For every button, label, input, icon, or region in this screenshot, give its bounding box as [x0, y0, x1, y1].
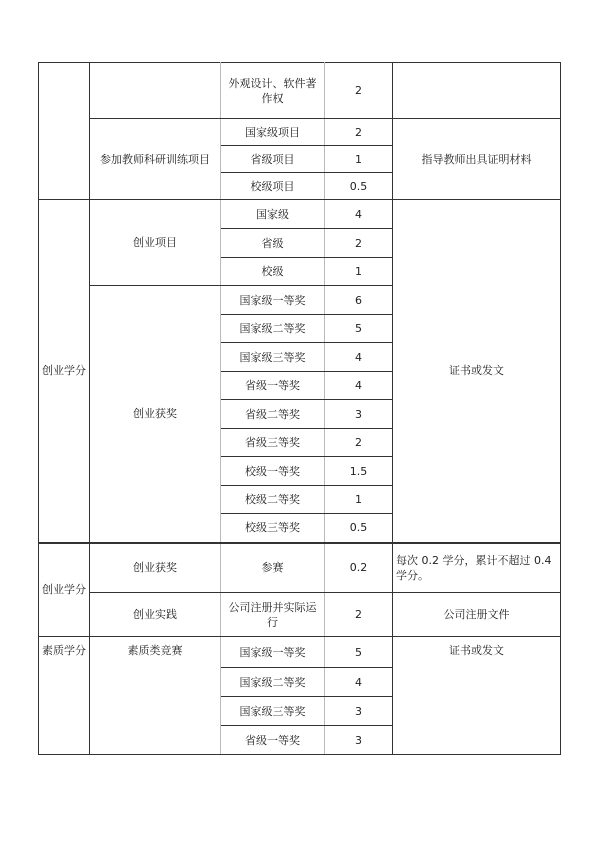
- score-cell: 5: [325, 637, 393, 668]
- item-cell: [90, 63, 221, 119]
- score-cell: 0.5: [325, 514, 393, 543]
- score-cell: 6: [325, 286, 393, 315]
- score-cell: 0.2: [325, 543, 393, 593]
- score-cell: 2: [325, 229, 393, 258]
- level-cell: 国家级二等奖: [221, 315, 325, 343]
- note-cell: 指导教师出具证明材料: [393, 119, 561, 200]
- level-cell: 国家级三等奖: [221, 697, 325, 726]
- score-cell: 3: [325, 726, 393, 755]
- level-cell: 校级: [221, 258, 325, 286]
- level-cell: 国家级一等奖: [221, 637, 325, 668]
- level-cell: 省级项目: [221, 146, 325, 173]
- score-cell: 1.5: [325, 457, 393, 486]
- note-cell: 证书或发文: [393, 200, 561, 543]
- score-cell: 1: [325, 486, 393, 514]
- level-cell: 校级项目: [221, 173, 325, 200]
- item-cell: 创业项目: [90, 200, 221, 286]
- score-cell: 2: [325, 63, 393, 119]
- score-cell: 2: [325, 429, 393, 457]
- score-cell: 3: [325, 697, 393, 726]
- note-cell: 证书或发文: [393, 637, 561, 755]
- level-cell: 省级一等奖: [221, 726, 325, 755]
- score-cell: 2: [325, 119, 393, 146]
- item-cell: 参加教师科研训练项目: [90, 119, 221, 200]
- score-cell: 4: [325, 200, 393, 229]
- score-cell: 3: [325, 400, 393, 429]
- level-cell: 国家级二等奖: [221, 668, 325, 697]
- level-cell: 省级一等奖: [221, 372, 325, 400]
- level-cell: 校级一等奖: [221, 457, 325, 486]
- category-cell: 创业学分: [39, 200, 90, 543]
- level-cell: 参赛: [221, 543, 325, 593]
- item-cell: 创业获奖: [90, 543, 221, 593]
- item-cell: 素质类竞赛: [90, 637, 221, 755]
- note-cell: 每次 0.2 学分，累计不超过 0.4 学分。: [393, 543, 561, 593]
- level-cell: 国家级: [221, 200, 325, 229]
- score-cell: 4: [325, 343, 393, 372]
- level-cell: 省级二等奖: [221, 400, 325, 429]
- level-cell: 公司注册并实际运行: [221, 593, 325, 637]
- score-cell: 0.5: [325, 173, 393, 200]
- level-cell: 国家级项目: [221, 119, 325, 146]
- score-cell: 4: [325, 372, 393, 400]
- level-cell: 校级三等奖: [221, 514, 325, 543]
- level-cell: 国家级三等奖: [221, 343, 325, 372]
- level-cell: 校级二等奖: [221, 486, 325, 514]
- score-cell: 1: [325, 146, 393, 173]
- score-cell: 2: [325, 593, 393, 637]
- score-cell: 1: [325, 258, 393, 286]
- score-cell: 4: [325, 668, 393, 697]
- note-cell: 公司注册文件: [393, 593, 561, 637]
- category-cell: [39, 63, 90, 200]
- level-cell: 外观设计、软件著作权: [221, 63, 325, 119]
- category-cell: 创业学分: [39, 543, 90, 637]
- category-cell: 素质学分: [39, 637, 90, 755]
- note-cell: [393, 63, 561, 119]
- item-cell: 创业获奖: [90, 286, 221, 543]
- score-cell: 5: [325, 315, 393, 343]
- level-cell: 国家级一等奖: [221, 286, 325, 315]
- level-cell: 省级三等奖: [221, 429, 325, 457]
- item-cell: 创业实践: [90, 593, 221, 637]
- level-cell: 省级: [221, 229, 325, 258]
- credit-table: [38, 62, 561, 755]
